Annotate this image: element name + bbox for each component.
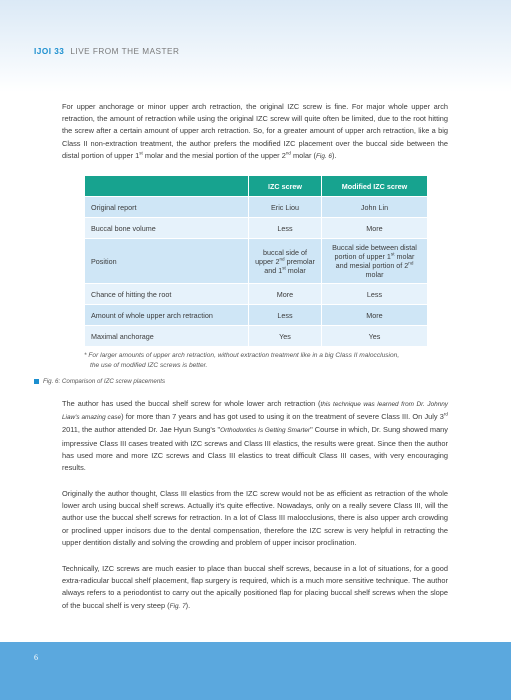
table-header-izc: IZC screw bbox=[249, 176, 322, 197]
body-paragraph-2: The author has used the buccal shelf screw for whole lower arch retraction (this technique was learned from Dr. Johnny Liaw's amazing case) for more than 7 years and has got used to using it on the treatment of severe Class III. On July 3rd 2011, the author attended Dr. Jae Hyun Sung's "Orthodontics Is Getting Smarter" Course in which, Dr. Sung showed many impressive Class III cases treated with IZC screws and Class III elastics, the results were great. Since then the author has used more and more IZC screws and Class III elastics to treat difficult Class III cases, with very encouraging results. bbox=[62, 399, 448, 473]
izc-cell: Less bbox=[249, 218, 322, 239]
figure-reference: Fig. 6 bbox=[316, 152, 332, 160]
course-title: Orthodontics Is Getting Smarter bbox=[220, 427, 311, 435]
table-row bbox=[85, 197, 428, 218]
row-label: Position bbox=[85, 239, 249, 284]
modified-cell: More bbox=[322, 218, 428, 239]
inline-citation: this technique was learned from Dr. Johnny Liaw's amazing case bbox=[62, 401, 448, 422]
modified-cell: Less bbox=[322, 284, 428, 305]
header-band bbox=[0, 0, 511, 92]
caption-square-icon bbox=[34, 379, 39, 384]
table-row bbox=[85, 239, 428, 284]
table-header-blank bbox=[85, 176, 249, 197]
footer-band bbox=[0, 642, 511, 700]
table-row bbox=[85, 326, 428, 347]
row-label: Buccal bone volume bbox=[85, 218, 249, 239]
section-title: LIVE FROM THE MASTER bbox=[70, 47, 180, 56]
modified-cell: More bbox=[322, 305, 428, 326]
figure-caption bbox=[34, 378, 165, 385]
body-paragraph-4: Technically, IZC screws are much easier to place than buccal shelf screws, because in a lot of situations, for a good extra-radicular buccal shelf placement, flap surgery is required, which is a much more sensitive technique. The author always refers to a periodontist to carry out the apically positioned flap for placing buccal shelf screws when the slope of the buccal shelf is very steep (Fig. 7). bbox=[62, 564, 448, 610]
table-header-modified: Modified IZC screw bbox=[322, 176, 428, 197]
running-header bbox=[34, 47, 179, 56]
row-label: Chance of hitting the root bbox=[85, 284, 249, 305]
body-paragraph-3: Originally the author thought, Class III elastics from the IZC screw would not be as efficient as retraction of the whole lower arch using buccal shelf screws. Actually it's quite effective. Nowadays, only on a really severe Class III, will the author use the buccal shelf screws for retraction. In a lot of Class III malocclusions, there is also upper arch crowding or proclined upper incisors due to the dental compensation, therefore the IZC screw is very helpful in retracting the upper dentition distally and solving the crowding and problem of upper incisor proclination. bbox=[62, 489, 448, 547]
izc-cell: Less bbox=[249, 305, 322, 326]
row-label: Original report bbox=[85, 197, 249, 218]
izc-cell: Yes bbox=[249, 326, 322, 347]
table-row bbox=[85, 218, 428, 239]
modified-cell: Yes bbox=[322, 326, 428, 347]
comparison-table bbox=[84, 175, 427, 347]
table-row bbox=[85, 284, 428, 305]
table-footnote: * For larger amounts of upper arch retraction, without extraction treatment like in a big Class II malocclusion, the use of modified IZC screws is better. bbox=[84, 352, 400, 369]
row-label: Amount of whole upper arch retraction bbox=[85, 305, 249, 326]
izc-cell: More bbox=[249, 284, 322, 305]
modified-cell: Buccal side between distal portion of upper 1st molar and mesial portion of 2nd molar bbox=[322, 239, 428, 284]
row-label: Maximal anchorage bbox=[85, 326, 249, 347]
caption-text: Fig. 6: Comparison of IZC screw placements bbox=[43, 378, 166, 385]
table-header-row bbox=[85, 176, 428, 197]
journal-name: IJOI 33 bbox=[34, 47, 65, 56]
table-row bbox=[85, 305, 428, 326]
modified-cell: John Lin bbox=[322, 197, 428, 218]
intro-paragraph: For upper anchorage or minor upper arch retraction, the original IZC screw is fine. For major whole upper arch retraction, the amount of retraction while using the original IZC screw will quite often be limited, due to the root hitting the screw after a certain amount of upper arch retraction. So, for a greater amount of upper arch retraction, like a big Class II non-extraction treatment, the author prefers the modified IZC placement over the buccal side between the distal portion of upper 1st molar and the mesial portion of the upper 2nd molar (Fig. 6). bbox=[62, 102, 448, 160]
izc-cell: Eric Liou bbox=[249, 197, 322, 218]
izc-cell: buccal side of upper 2nd premolar and 1st molar bbox=[249, 239, 322, 284]
figure-reference: Fig. 7 bbox=[169, 602, 186, 610]
page-number: 6 bbox=[34, 653, 38, 662]
